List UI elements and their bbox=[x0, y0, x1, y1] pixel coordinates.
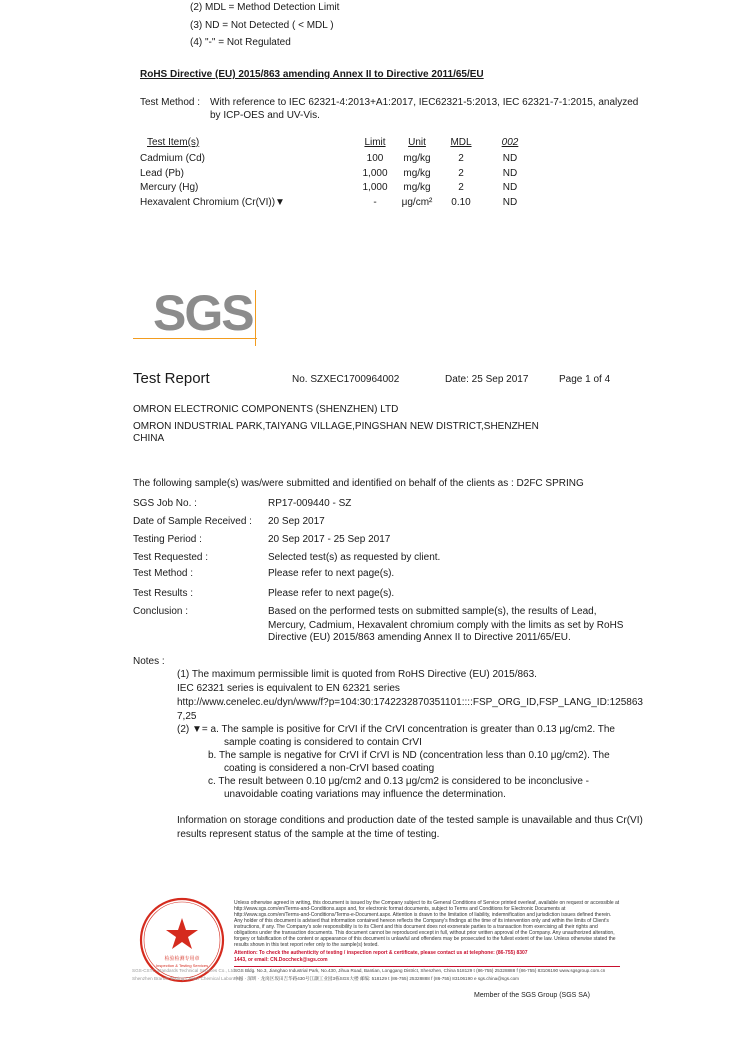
row-unit: μg/cm² bbox=[401, 197, 433, 208]
note-not-regulated: (4) "-" = Not Regulated bbox=[190, 37, 291, 48]
client-address-1: OMRON INDUSTRIAL PARK,TAIYANG VILLAGE,PINGSHAN NEW DISTRICT,SHENZHEN bbox=[133, 421, 539, 432]
note-nd: (3) ND = Not Detected ( < MDL ) bbox=[190, 20, 334, 31]
col-header-unit: Unit bbox=[408, 137, 426, 148]
conclusion-line-2: Mercury, Cadmium, Hexavalent chromium comply with the limits as set by RoHS bbox=[268, 620, 624, 631]
lab-caption-1: SGS-CSTC Standards Technical Services Co., Ltd bbox=[132, 968, 235, 973]
sgs-logo bbox=[133, 285, 257, 341]
footer-address-cn: 中国 · 深圳 · 龙岗区坂田吉华路430号江灏工业园3栋SGS大楼 邮编: 518129 t (86-755) 25328888 f (86-755) 83106190 e sgs.china@sgs.com bbox=[234, 976, 519, 981]
row-limit: 1,000 bbox=[362, 168, 388, 179]
rohs-heading: RoHS Directive (EU) 2015/863 amending Annex II to Directive 2011/65/EU bbox=[140, 69, 484, 80]
row-unit: mg/kg bbox=[403, 168, 431, 179]
disclaimer-text: Unless otherwise agreed in writing, this document is issued by the Company subject to its General Conditions of Service printed overleaf, available on request or accessible at http://www.sgs.com/en/Terms-and-Conditions.aspx and, for electronic format documents, subject to Terms and Conditions for Electronic Documents at http://www.sgs.com/en/Terms-and-Conditions/Terms-e-Document.aspx. Attention is drawn to the limitation of liability, indemnification and jurisdiction issues defined therein. Any holder of this document is advised that information contained hereon reflects the Company's findings at the time of its intervention only and within the limits of Client's instructions, if any. The Company's sole responsibility is to its Client and this document does not exonerate parties to a transaction from exercising all their rights and obligations under the transaction documents. This document cannot be reproduced except in full, without prior written approval of the Company. Any unauthorized alteration, forgery or falsification of the content or appearance of this document is unlawful and offenders may be prosecuted to the fullest extent of the law. Unless otherwise stated the results shown in this test report refer only to the sample(s) tested. bbox=[234, 900, 620, 948]
col-header-limit: Limit bbox=[364, 137, 386, 148]
test-method-text-2: by ICP-OES and UV-Vis. bbox=[210, 110, 320, 121]
notes-label: Notes : bbox=[133, 656, 165, 667]
row-item: Lead (Pb) bbox=[140, 168, 184, 179]
submission-statement: The following sample(s) was/were submitted and identified on behalf of the clients as : D2FC SPRING bbox=[133, 478, 584, 489]
note-2c-line-1: c. The result between 0.10 μg/cm2 and 0.13 μg/cm2 is considered to be inconclusive - bbox=[208, 776, 589, 787]
member-line: Member of the SGS Group (SGS SA) bbox=[474, 992, 590, 999]
field-value: Selected test(s) as requested by client. bbox=[268, 552, 441, 563]
report-date: Date: 25 Sep 2017 bbox=[445, 374, 529, 385]
row-unit: mg/kg bbox=[403, 153, 431, 164]
client-address-2: CHINA bbox=[133, 433, 165, 444]
row-result: ND bbox=[502, 168, 518, 179]
note-2a-line-1: (2) ▼= a. The sample is positive for CrVI if the CrVI concentration is greater than 0.13 μg/cm2. The bbox=[177, 724, 615, 735]
authenticity-line-2: 1443, or email: CN.Doccheck@sgs.com bbox=[234, 957, 328, 963]
conclusion-label: Conclusion : bbox=[133, 606, 189, 617]
lab-caption-2: Shenzhen Branch Testing Center Chemical Laboratory bbox=[132, 976, 243, 981]
report-title: Test Report bbox=[133, 370, 210, 387]
field-label: Test Results : bbox=[133, 588, 194, 599]
field-value: Please refer to next page(s). bbox=[268, 588, 395, 599]
field-value: 20 Sep 2017 - 25 Sep 2017 bbox=[268, 534, 391, 545]
seal-subtext: Inspection & Testing Services bbox=[155, 963, 209, 968]
note-1-line-1: (1) The maximum permissible limit is quoted from RoHS Directive (EU) 2015/863. bbox=[177, 669, 537, 680]
logo-rule-vertical bbox=[255, 290, 256, 346]
col-header-item: Test Item(s) bbox=[147, 137, 200, 148]
note-2a-line-2: sample coating is considered to contain CrVI bbox=[224, 737, 422, 748]
row-item: Cadmium (Cd) bbox=[140, 153, 206, 164]
test-method-label: Test Method : bbox=[140, 97, 201, 108]
note-mdl: (2) MDL = Method Detection Limit bbox=[190, 2, 340, 13]
row-limit: - bbox=[373, 197, 377, 208]
note-1-url: http://www.cenelec.eu/dyn/www/f?p=104:30:1742232870351101::::FSP_ORG_ID,FSP_LANG_ID:125863 bbox=[177, 697, 643, 708]
field-value: RP17-009440 - SZ bbox=[268, 498, 352, 509]
conclusion-line-1: Based on the performed tests on submitted sample(s), the results of Lead, bbox=[268, 606, 597, 617]
row-mdl: 2 bbox=[458, 168, 464, 179]
storage-info-line-2: results represent status of the sample at the time of testing. bbox=[177, 829, 440, 840]
note-2c-line-2: unavoidable coating variations may influence the determination. bbox=[224, 789, 506, 800]
row-item: Mercury (Hg) bbox=[140, 182, 199, 193]
storage-info-line-1: Information on storage conditions and production date of the tested sample is unavailable and thus Cr(VI) bbox=[177, 815, 643, 826]
col-header-mdl: MDL bbox=[450, 137, 472, 148]
footer-address-en: SGS Bldg. No.3, Jianghao Industrial Park, No.430, Jihua Road, Bantian, Longgang District, Shenzhen, China 518129 t (86-755) 25328888 f (86-755) 83106190 www.sgsgroup.com.cn bbox=[234, 968, 606, 973]
note-2b-line-2: coating is considered a non-CrVI based coating bbox=[224, 763, 435, 774]
row-result: ND bbox=[502, 182, 518, 193]
field-label: Testing Period : bbox=[133, 534, 202, 545]
row-mdl: 2 bbox=[458, 182, 464, 193]
logo-text: SGS bbox=[153, 285, 253, 341]
row-result: ND bbox=[502, 153, 518, 164]
page-indicator: Page 1 of 4 bbox=[559, 374, 611, 385]
field-value: 20 Sep 2017 bbox=[268, 516, 325, 527]
field-label: Date of Sample Received : bbox=[133, 516, 252, 527]
field-label: SGS Job No. : bbox=[133, 498, 197, 509]
note-1-url-cont: 7,25 bbox=[177, 711, 197, 722]
client-name: OMRON ELECTRONIC COMPONENTS (SHENZHEN) LTD bbox=[133, 404, 399, 415]
row-mdl: 0.10 bbox=[451, 197, 471, 208]
report-number: No. SZXEC1700964002 bbox=[292, 374, 400, 385]
col-header-sample: 002 bbox=[501, 137, 519, 148]
field-label: Test Requested : bbox=[133, 552, 209, 563]
row-result: ND bbox=[502, 197, 518, 208]
footer-panel bbox=[132, 880, 632, 985]
row-limit: 100 bbox=[366, 153, 384, 164]
row-mdl: 2 bbox=[458, 153, 464, 164]
note-1-line-2: IEC 62321 series is equivalent to EN 62321 series bbox=[177, 683, 400, 694]
note-2b-line-1: b. The sample is negative for CrVI if CrVI is ND (concentration less than 0.10 μg/cm2). The bbox=[208, 750, 610, 761]
authenticity-line-1: Attention: To check the authenticity of testing / inspection report & certificate, please contact us at telephone: (86-755) 8307 bbox=[234, 950, 528, 956]
test-method-text-1: With reference to IEC 62321-4:2013+A1:2017, IEC62321-5:2013, IEC 62321-7-1:2015, analyzed bbox=[210, 97, 639, 108]
footer-divider bbox=[234, 966, 620, 967]
seal-text: 检验检测专用章 bbox=[164, 956, 200, 962]
conclusion-line-3: Directive (EU) 2015/863 amending Annex II to Directive 2011/65/EU. bbox=[268, 632, 571, 642]
field-label: Test Method : bbox=[133, 568, 194, 579]
row-item: Hexavalent Chromium (Cr(VI))▼ bbox=[140, 197, 285, 208]
row-limit: 1,000 bbox=[362, 182, 388, 193]
field-value: Please refer to next page(s). bbox=[268, 568, 395, 579]
row-unit: mg/kg bbox=[403, 182, 431, 193]
